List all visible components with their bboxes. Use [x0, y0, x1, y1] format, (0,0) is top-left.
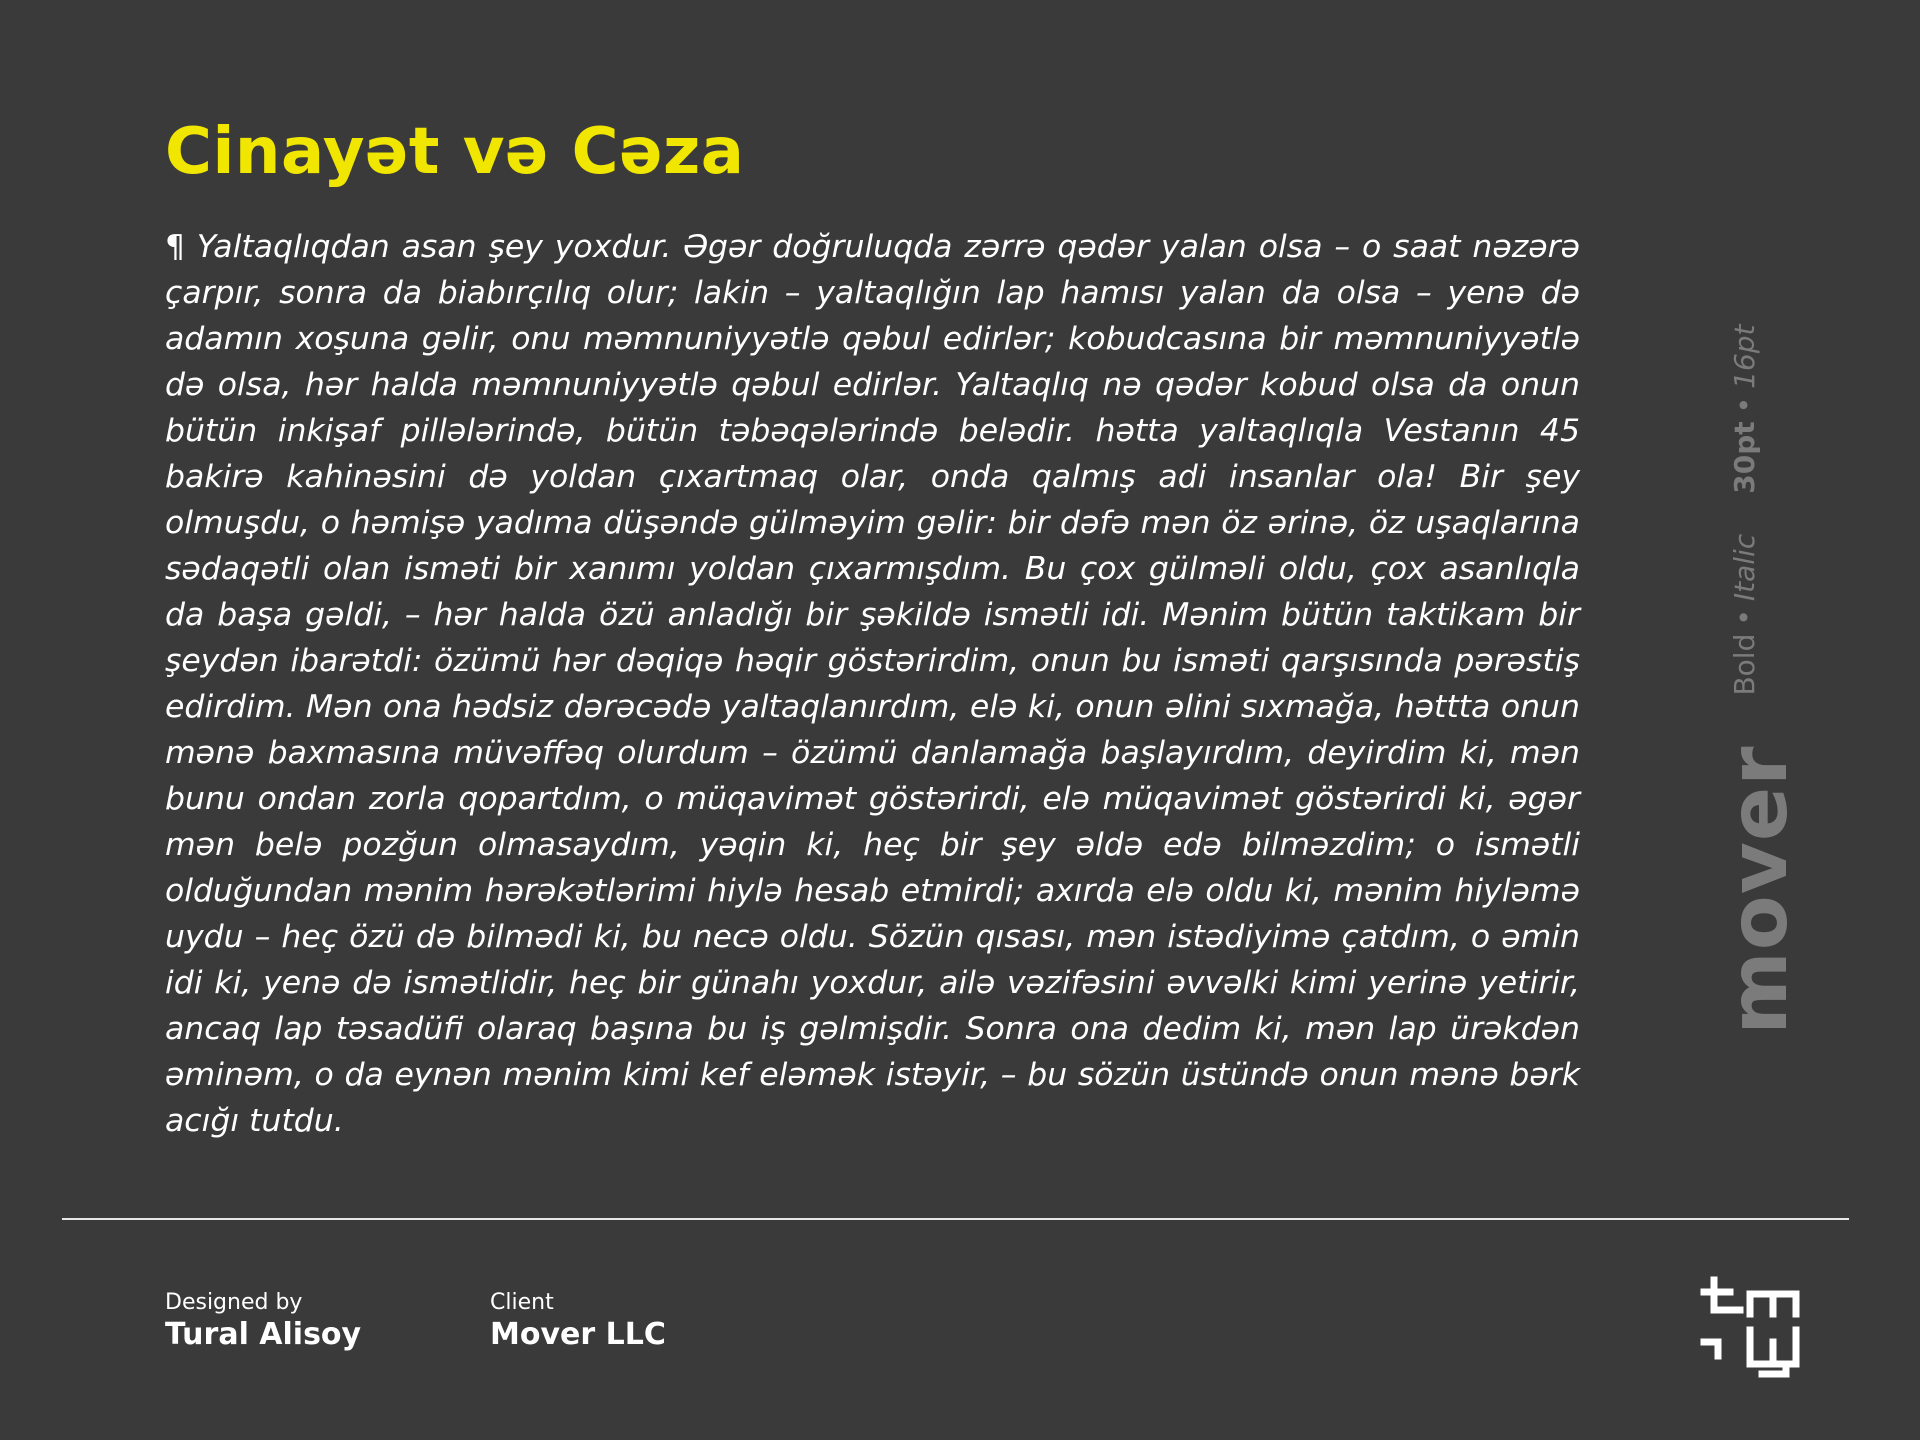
font-style-label: Italic	[1728, 533, 1761, 602]
designer-credit	[165, 1290, 361, 1354]
pilcrow-icon: ¶	[165, 229, 186, 265]
designer-label: Designed by	[165, 1290, 303, 1315]
tm-monogram-icon	[1700, 1272, 1806, 1382]
designer-name: Tural Alisoy	[165, 1317, 362, 1352]
divider	[62, 1218, 1849, 1220]
separator-dot: •	[1728, 396, 1761, 414]
body-size-label: 16pt	[1728, 324, 1761, 389]
page-title: Cinayət və Cəza	[165, 115, 745, 189]
title-size-label: 30pt	[1728, 421, 1761, 494]
client-name: Mover LLC	[490, 1317, 666, 1352]
client-label: Client	[490, 1290, 554, 1315]
brand-name: mover	[1712, 745, 1805, 1035]
specimen-paragraph	[165, 224, 1580, 1144]
client-credit	[490, 1290, 666, 1354]
specimen-text: Yaltaqlıqdan asan şey yoxdur. Əgər doğruluqda zərrə qədər yalan olsa – o saat nəzərə çarpır, sonra da biabırçılıq olur; lakin – yaltaqlığın lap hamısı yalan da olsa – yenə də adamın xoşuna gəlir, onu məmnuniyyətlə qəbul edirlər; kobudcasına bir məmnuniyyətlə də olsa, hər halda məmnuniyyətlə qəbul edirlər. Yaltaqlıq nə qədər kobud olsa da onun bütün inkişaf pillələrində, bütün təbəqələrində belədir. hətta yaltaqlıqla Vestanın 45 bakirə kahinəsini də yoldan çıxartmaq olar, onda qalmış adi insanlar ola! Bir şey olmuşdu, o həmişə yadıma düşəndə gülməyim gəlir: bir dəfə mən öz ərinə, öz uşaqlarına sədaqətli olan isməti bir xanımı yoldan çıxarmışdım. Bu çox gülməli oldu, çox asanlıqla da başa gəldi, – hər halda özü anladığı bir şəkildə ismətli idi. Mənim bütün taktikam bir şeydən ibarətdi: özümü hər dəqiqə həqir göstərirdim, onun bu isməti qarşısında pərəstiş edirdim. Mən ona hədsiz dərəcədə yaltaqlanırdım, elə ki, onun əlini sıxmağa, həttta onun mənə baxmasına müvəffəq olurdum – özümü danlamağa başlayırdım, deyirdim ki, mən bunu ondan zorla qopartdım, o müqavimət göstərirdi, elə müqavimət göstərirdi ki, əgər mən belə pozğun olmasaydım, yəqin ki, heç bir şey əldə edə bilməzdim; o ismətli olduğundan mənim hərəkətlərimi hiylə hesab etmirdi; axırda elə oldu ki, mənim hiyləmə uydu – heç özü də bilmədi ki, bu necə oldu. Sözün qısası, mən istədiyimə çatdım, o əmin idi ki, yenə də ismətlidir, heç bir günahı yoxdur, ailə vəzifəsini əvvəlki kimi yerinə yetirir, ancaq lap təsadüfi olaraq başına bu iş gəlmişdir. Sonra ona dedim ki, mən lap ürəkdən əminəm, o da eynən mənim kimi kef eləmək istəyir, – bu sözün üstündə onun mənə bərk acığı tutdu.	[165, 229, 1580, 1139]
font-weight-label: Bold	[1728, 633, 1761, 696]
separator-dot: •	[1728, 609, 1761, 626]
